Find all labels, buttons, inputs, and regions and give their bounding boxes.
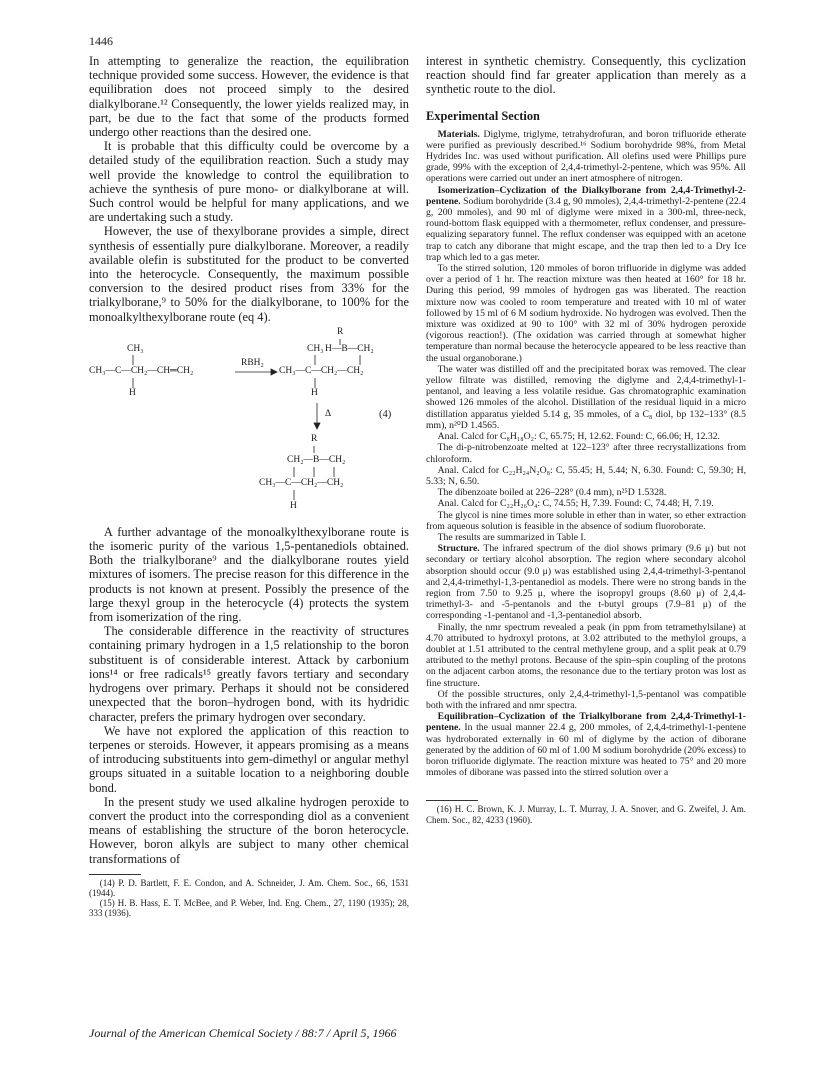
journal-footer: Journal of the American Chemical Society / 88:7 / April 5, 1966	[89, 1026, 397, 1040]
right-intro	[426, 54, 746, 97]
left-text-block-1	[89, 54, 409, 324]
paragraph: Of the possible structures, only 2,4,4-trimethyl-1,5-pentanol was compatible both with the infrared and nmr spectra.	[426, 688, 746, 711]
paragraph: The di-p-nitrobenzoate melted at 122–123° after three recrystallizations from chloroform.	[426, 442, 746, 465]
experimental-text	[426, 129, 746, 779]
paragraph-isomerization	[426, 185, 746, 263]
scheme-delta: Δ	[325, 408, 332, 419]
paragraph-equilibration	[426, 711, 746, 778]
paragraph-anal: Anal. Calcd for C₈H₁₈O₂: C, 65.75; H, 12.62. Found: C, 66.06; H, 12.32.	[437, 431, 720, 443]
scheme-hb-link: H—B—CH₂	[325, 343, 374, 354]
scheme-dialkylborane: CH₃—C—CH₂—CH₂	[279, 365, 364, 376]
paragraph-text: Sodium borohydride (3.4 g, 90 mmoles), 2,4,4-trimethyl-2-pentene (22.4 g, 200 mmoles), and 90 ml of diglyme were mixed in a 300-ml, three-neck, round-bottom flask equipped with a thermometer, reflux condenser, and pressure-equalizing separatory funnel. The reflux condenser was equipped with an acetone trap to catch any diborane that might escape, and the trap then led to a Dry Ice trap which led to a gas meter.	[426, 195, 746, 263]
run-in-heading: Materials.	[437, 128, 480, 140]
footnote-rule	[426, 800, 478, 801]
scheme-h-product: H	[311, 387, 318, 398]
paragraph-materials	[426, 129, 746, 185]
left-column	[89, 54, 409, 919]
section-heading: Experimental Section	[426, 108, 540, 123]
scheme-bonds	[89, 327, 409, 523]
paragraph: A further advantage of the monoalkylthexylborane route is the isomeric purity of the various 1,5-pentanediols obtained. Both the trialkylborane⁹ and the dialkylborane routes yield mixtures of isomers. The precise reason for this difference in the products is not known at present. Possibly the presence of the large thexyl group in the heterocycle (4) protects the system from isomerization of the ring.	[89, 524, 409, 625]
paragraph-anal: Anal. Calcd for C₂₂H₂₄N₂O₈: C, 55.45; H, 5.44; N, 6.30. Found: C, 59.30; H, 5.33; N, 6.50.	[426, 464, 746, 487]
paragraph-structure	[426, 543, 746, 621]
run-in-heading: Isomerization–Cyclization of the Dialkylborane from 2,4,4-Trimethyl-2-pentene.	[426, 184, 746, 207]
scheme-ring-top: CH₂—B—CH₂	[287, 454, 346, 465]
paragraph: The results are summarized in Table I.	[437, 531, 587, 543]
paragraph: The water was distilled off and the precipitated borax was removed. The clear yellow filtrate was distilled, removing the diglyme and 2,4,4-trimethyl-1-pentanol, and leaving a less volatile residue. Gas chromatographic examination showed 126 mmoles of the alcohol. Distillation of the residual liquid in a micro distillation apparatus yielded 5.14 g, 35 mmoles, of a C₈ diol, bp 132–133° (8.5 mm), n²⁰D 1.4565.	[426, 363, 746, 431]
scheme-r-bottom: R	[311, 433, 318, 444]
paragraph: interest in synthetic chemistry. Consequently, this cyclization reaction should find far greater application than merely as a synthetic route to the diol.	[426, 54, 746, 97]
scheme-h-start: H	[129, 387, 136, 398]
paragraph: It is probable that this difficulty could be overcome by a detailed study of the equilibration reaction. Such a study may well provide the knowledge to control the equilibration to achieve the synthesis of pure mono- or dialkylborane at will. Such control would be helpful for many applications, and we are undertaking such a study.	[89, 139, 409, 225]
footnote-rule	[89, 874, 141, 875]
run-in-heading: Equilibration–Cyclization of the Trialkylborane from 2,4,4-Trimethyl-1-pentene.	[426, 711, 746, 734]
page-number: 1446	[89, 34, 113, 48]
paragraph-text: Diglyme, triglyme, tetrahydrofuran, and boron trifluoride etherate were purified as previously described.¹⁶ Sodium borohydride 98%, from Metal Hydrides Inc. was used without purification. All olefins used were Phillips pure grade, 99% with the exception of 2,4,4-trimethyl-2-pentene, which was 95%. All operations were carried out under an inert atmosphere of nitrogen.	[426, 128, 746, 185]
paragraph: We have not explored the application of this reaction to terpenes or steroids. However, it appears promising as a means of introducing substituents into gem-dimethyl or angular methyl groups situated in a suitable location to a neighboring double bond.	[89, 723, 409, 795]
scheme-r-top: R	[337, 326, 344, 337]
paragraph: However, the use of thexylborane provides a simple, direct synthesis of essentially pure dialkylborane. Moreover, a readily available olefin is substituted for the product to be converted into the heterocycle. Consequently, the maximum possible conversion to the desired product rises from 33% for the trialkylborane,⁹ to 50% for the dialkylborane, to 100% for the monoalkylthexylborane route (eq 4).	[89, 224, 409, 324]
paragraph: The dibenzoate boiled at 226–228° (0.4 mm), n²⁵D 1.5328.	[437, 487, 667, 499]
paragraph-text: In the usual manner 22.4 g, 200 mmoles, of 2,4,4-trimethyl-1-pentene was hydroborated externally in 60 ml of diglyme by the action of diborane generated by the addition of 60 ml of 1.00 M sodium borohydride (20% excess) to boron trifluoride diglymate. The reaction mixture was heated to 75° and 20 more mmoles of diborane was passed into the stirred solution over a	[426, 722, 746, 779]
paragraph-text: The infrared spectrum of the diol shows primary (9.6 μ) but not secondary or tertiary alcohol absorption. The region where secondary alcohol absorption should occur (9.0 μ) was established using 2,4,4-trimethyl-3-pentanol and 2,4,4-trimethyl-1,3-pentanediol as models. There were no strong bands in the region from 7.50 to 9.25 μ, where the isopropyl groups (8.60 μ) of 2,4,4-trimethyl-3- and -5-pentanols and the t-butyl groups (7.9–81 μ) of the corresponding -1-pentanol and -1,3-pentanediol absorb.	[426, 543, 746, 622]
paragraph: The considerable difference in the reactivity of structures containing primary hydrogen in a 1,5 relationship to the boron substituent is of considerable interest. Attack by carbonium ions¹⁴ or free radicals¹⁵ greatly favors tertiary and secondary hydrogens over primary. Perhaps it should not be considered unexpected that the boron–hydrogen bond, with its hydridic character, prefers the primary hydrogen over secondary.	[89, 624, 409, 724]
paragraph: Finally, the nmr spectrum revealed a peak (in ppm from tetramethylsilane) at 4.70 attributed to hydroxyl protons, at 3.02 attributed to the methylol groups, a doublet at 1.51 attributed to the central methylene group, and a split peak at 0.79 attributed to the methyl protons. Because of the spin–spin coupling of the protons on the adjacent carbon atoms, the resonance due to the tertiary proton was lost as fine structure.	[426, 621, 746, 689]
paragraph-anal: Anal. Calcd for C₂₂H₂₆O₄: C, 74.55; H, 7.39. Found: C, 74.48; H, 7.19.	[437, 498, 714, 510]
paragraph: The glycol is nine times more soluble in ether than in water, so ether extraction from aqueous solution is feasible in the absence of sodium fluoroborate.	[426, 509, 746, 532]
footnote: (16) H. C. Brown, K. J. Murray, L. T. Murray, J. A. Snover, and G. Zweifel, J. Am. Chem. Soc., 82, 4233 (1960).	[426, 804, 746, 825]
scheme-starting-olefin: CH₃—C—CH₂—CH═CH₂	[89, 365, 194, 376]
footnote: (14) P. D. Bartlett, F. E. Condon, and A. Schneider, J. Am. Chem. Soc., 66, 1531 (1944).	[89, 877, 409, 898]
paragraph: In attempting to generalize the reaction, the equilibration technique provided some success. However, the evidence is that equilibration does not proceed simply to the desired dialkylborane.¹² Consequently, the lower yields realized may, in part, be due to the fact that some of the products formed undergo other reactions than the desired one.	[89, 54, 409, 140]
scheme-h-ring: H	[290, 500, 297, 511]
scheme-ch3-start: CH₃	[127, 343, 144, 354]
reaction-scheme-eq4	[89, 327, 409, 523]
run-in-heading: Structure.	[437, 543, 480, 555]
scheme-ring-bottom: CH₃—C—CH₂—CH₂	[259, 477, 344, 488]
left-text-block-2	[89, 525, 409, 866]
scheme-rbh2: RBH₂	[241, 357, 264, 368]
equation-number: (4)	[379, 408, 392, 420]
footnote: (15) H. B. Hass, E. T. McBee, and P. Weber, Ind. Eng. Chem., 27, 1190 (1935); 28, 333 (1936).	[89, 898, 409, 919]
paragraph: In the present study we used alkaline hydrogen peroxide to convert the product into the corresponding diol as a convenient means of establishing the structure of the boron heterocycle. However, boron alkyls are subject to many other chemical transformations of	[89, 794, 409, 866]
scheme-ch3-product: CH₃	[307, 343, 324, 354]
paragraph: To the stirred solution, 120 mmoles of boron trifluoride in diglyme was added over a period of 1 hr. The reaction mixture was then heated at 160° for 18 hr. During this period, 99 mmoles of hydrogen gas was liberated. The reaction mixture now was cooled to room temperature and treated with 10 ml of water followed by 15 ml of 6 M sodium hydroxide. No hydrogen was evolved. Then the mixture was oxidized at 90 to 100° with 32 ml of 30% hydrogen peroxide (vigorous reaction!). (The oxidation was carried through at somewhat higher temperature than normal because the heterocycle appeared to be less reactive than the usual organoborane.)	[426, 263, 746, 364]
right-column	[426, 54, 746, 825]
